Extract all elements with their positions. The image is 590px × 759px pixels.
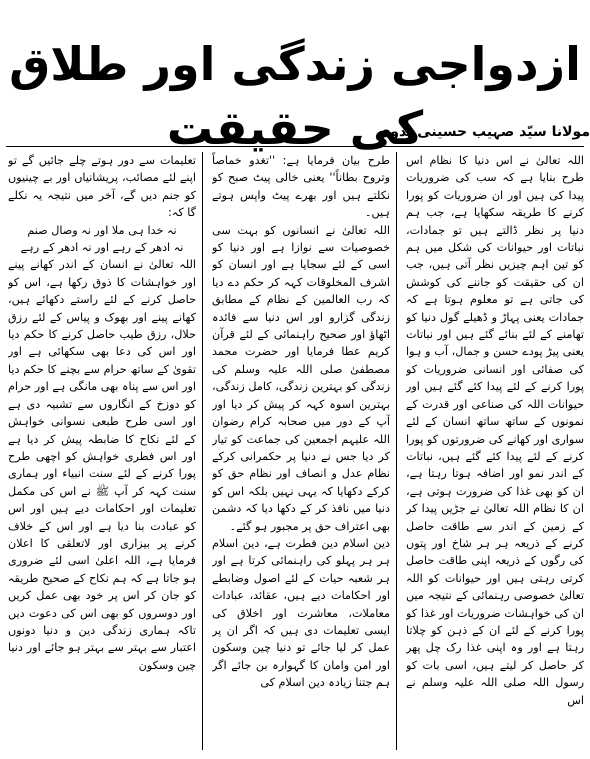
paragraph: اللہ تعالیٰ نے انسان کے اندر کھانے پینے اور خواہشات کا ذوق رکھا ہے، اس کو حاصل کرنے کے لئے راستے دکھائے ہیں، کھانے پینے اور بھوک و پیاس کے لئے رزق حلال، رزق طیب حاصل کرنے کا حکم دیا اور اس کی دعا بھی سکھائی ہے اور تقویٰ کے ساتھ حرام سے بچنے کا حکم دیا اور اس سے پناہ بھی مانگی ہے اور حرام کو دوزخ کے انگاروں سے تشبیہ دی ہے اور اسی طرح طبعی نسوانی خواہش کے لئے نکاح کا ضابطہ پیش کر دیا ہے اور اس فطری خواہش کو اچھی طرح پورا کرنے کے لئے سنت انبیاء اور ہماری سنت کہہ کر آپ ﷺ نے اس کی مکمل تعلیمات اور احکامات دیے ہیں اور اس کو عبادت بنا دیا ہے اور اس کے خلاف کرنے پر بیزاری اور لاتعلقی کا اعلان فرمایا ہے، اللہ اعلیٰ اسی لئے ضروری ہو جاتا ہے کہ ہم نکاح کے صحیح طریقہ کو جان کر اس پر خود بھی عمل کریں اور دوسروں کو بھی اس کی دعوت دیں تاکہ ہماری زندگی دین و دنیا دونوں اعتبار سے بہتر سے بہتر ہو جائے اور دنیا چین وسکون [8, 258, 196, 672]
column-divider [202, 152, 203, 750]
poem-line: نہ ادھر کے رہے اور نہ ادھر کے رہے [20, 241, 184, 255]
header-divider [6, 146, 584, 147]
author-byline: مولانا سیّد صہیب حسینی ندوی [377, 124, 590, 140]
paragraph: اللہ تعالیٰ نے اس دنیا کا نظام اس طرح بنایا ہے کہ سب کی ضروریات پیدا کی ہیں اور ان ضروریات کو پورا کرنے کا طریقہ سکھایا ہے، جب ہم دنیا پر نظر ڈالتے ہیں تو جمادات، نباتات اور حیوانات کی شکل میں ہم کو تین اہم چیزیں نظر آتی ہیں، جب ان کی حقیقت کو جاننے کی کوشش کی جاتی ہے تو معلوم ہوتا ہے کہ جمادات یعنی پہاڑ و ڈھیلے گول دنیا کو تھامنے کے لئے بنائے گئے ہیں اور نباتات یعنی پیڑ پودے حسن و جمال، آب و ہوا کی صفائی اور انسانی ضروریات کو پورا کرنے کے لئے پیدا کئے گئے ہیں اور حیوانات اللہ کی صناعی اور قدرت کے نمونوں کے ساتھ ساتھ انسان کے لئے سواری اور کھانے کی ضرورتوں کو پورا کرنے کے لئے پیدا کئے گئے ہیں، نباتات کے اندر نمو اور اضافہ ہوتا رہتا ہے، ان کو بھی غذا کی ضرورت ہوتی ہے، ان کا نظام اللہ تعالیٰ نے جڑیں پیدا کر کے زمین کے اندر سے طاقت حاصل کرنے کے ذریعہ ہر ہر شاخ اور پتوں کی رگوں کے ذریعہ اپنی طاقت حاصل کرتی رہتی ہیں اور حیوانات کو اللہ تعالیٰ خصوصی رہنمائی کے نتیجہ میں ان کی خواہشات ضروریات اور غذا کو پورا کرنے کے لئے ان کے ذہن کو چلاتا رہتا ہے اور وہ اپنی غذا رک چل پھر کر حاصل کر لیتے ہیں، اسی بات کو رسول اللہ صلی اللہ علیہ وسلم نے اس [406, 154, 584, 707]
column-3 [8, 152, 196, 752]
paragraph: تعلیمات سے دور ہوتے چلے جائیں گے تو اپنے لئے مصائب، پریشانیاں اور بے چینیوں کو جنم دیں گے، آخر میں نتیجہ یہ نکلے گا کہ: [8, 154, 196, 220]
paragraph: اللہ تعالیٰ نے انسانوں کو بہت سی خصوصیات سے نوازا ہے اور دنیا کو اسی کے لئے سجایا ہے اور انسان کو اشرف المخلوقات کہہ کر حکم دے دیا کہ رب العالمین کے نظام کے مطابق زندگی گزارو اور اس دنیا سے فائدہ اٹھاؤ اور صحیح راہنمائی کے لئے قرآن کریم عطا فرمایا اور حضرت محمد مصطفیٰ صلی اللہ علیہ وسلم کی زندگی کو بہترین زندگی، کامل زندگی، بہترین اسوہ کہہ کر پیش کر دیا اور آپ کے دور میں صحابہ کرام رضوان اللہ علیہم اجمعین کی جماعت کو تیار کر دیا جس نے دنیا پر حکمرانی کرکے نظام عدل و انصاف اور نظام حق کو کرکے دکھایا کہ یہی نہیں بلکہ اس کو دنیا میں نافذ کر کے دکھا دیا کہ دشمن بھی اعتراف حق پر مجبور ہو گئے۔ [212, 223, 390, 533]
column-divider [396, 152, 397, 750]
poem-line: نہ خدا ہی ملا اور نہ وصال صنم [27, 223, 177, 237]
column-1 [406, 152, 584, 752]
article-title: ازدواجی زندگی اور طلاق کی حقیقت [9, 37, 581, 155]
paragraph: دین اسلام دین فطرت ہے، دین اسلام ہر ہر پہلو کی راہنمائی کرتا ہے اور ہر شعبہ حیات کے لئے اصول وضابطے اور احکامات دیے ہیں، عقائد، عبادات معاملات، معاشرت اور اخلاق کی ایسی تعلیمات دی ہیں کہ اگر ان پر عمل کر لیا جائے تو دنیا چین وسکون اور امن وامان کا گہوارہ بن جائے اگر ہم جتنا زیادہ دین اسلام کی [212, 536, 390, 690]
paragraph: طرح بیان فرمایا ہے: ''تغدو خماصاً وتروح بطاناً'' یعنی خالی پیٹ صبح کو نکلتے ہیں اور بھرے پیٹ واپس ہوتے ہیں۔ [212, 154, 390, 220]
column-2 [212, 152, 390, 752]
